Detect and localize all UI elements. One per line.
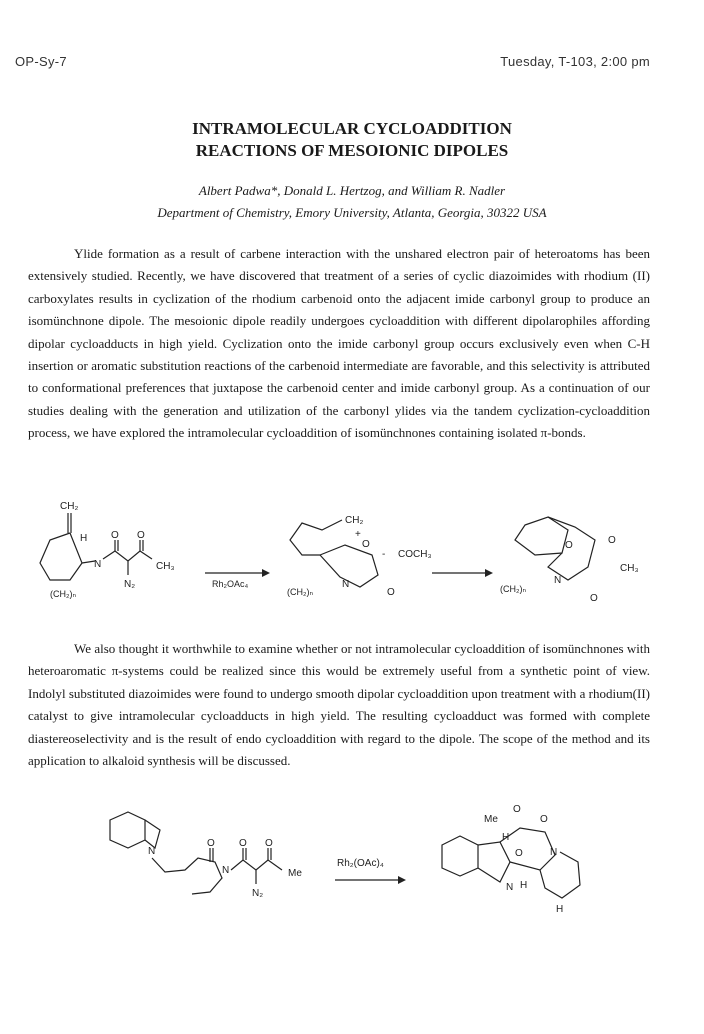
label-n5: N: [148, 846, 156, 857]
label-ch2: CH₂: [60, 501, 79, 512]
label-n8: N: [506, 882, 514, 893]
paper-title: [0, 118, 704, 162]
label-n6: N: [222, 865, 230, 876]
paragraph-2-text: We also thought it worthwhile to examine whether or not intramolecular cycloaddition of isomünchnones with heteroaromatic π-systems could be realized since this would be extremely useful from a synthetic point of view. Indolyl substituted diazoimides were found to undergo smooth dipolar cycloaddition upon treatment with a rhodium(II) catalyst to give intramolecular cycloadducts in high yield. The resulting cycloadduct was formed with complete diastereoselectivity and is the result of endo cycloaddition with regard to the dipole. The scope of the method and its application to alkaloid synthesis will be discussed.: [28, 641, 650, 769]
label-o13: O: [540, 814, 548, 825]
label-n4: N: [554, 575, 562, 586]
scheme1-product: [500, 517, 639, 604]
label-n7: N: [550, 847, 558, 858]
label-o8: O: [207, 838, 215, 849]
label-o9: O: [239, 838, 247, 849]
scheme1-arrow-2: [432, 569, 493, 577]
label-ch2n-1: (CH₂)ₙ: [50, 589, 77, 599]
scheme1-reactant: [40, 501, 175, 599]
abstract-paragraph-1: [28, 243, 650, 445]
label-h: H: [80, 533, 88, 544]
label-o3: O: [362, 539, 370, 550]
label-o1: O: [111, 530, 119, 541]
label-coch3: COCH₃: [398, 549, 432, 560]
label-h4: H: [556, 904, 564, 915]
author-list: Albert Padwa*, Donald L. Hertzog, and William R. Nadler: [198, 183, 506, 198]
scheme2-reactant: [110, 812, 302, 899]
session-code: OP-Sy-7: [15, 54, 67, 69]
label-n2-2: N₂: [252, 888, 264, 899]
label-h3: H: [520, 880, 528, 891]
label-o5: O: [565, 540, 573, 551]
label-ch2n-3: (CH₂)ₙ: [500, 584, 527, 594]
label-o7: O: [608, 535, 616, 546]
label-n1: N: [94, 559, 102, 570]
scheme2-product: [442, 804, 580, 915]
scheme1-arrow-1: [205, 569, 270, 589]
reaction-scheme-2: [0, 800, 704, 920]
label-ch2n-2: (CH₂)ₙ: [287, 587, 314, 597]
title-line-2: REACTIONS OF MESOIONIC DIPOLES: [195, 141, 509, 160]
label-o11: O: [515, 848, 523, 859]
scheme2-reagent: Rh₂(OAc)₄: [337, 858, 384, 869]
author-block: [0, 180, 704, 224]
label-ch3-1: CH₃: [156, 561, 175, 572]
scheme1-dipole-intermediate: [287, 515, 432, 598]
label-minus: -: [382, 549, 386, 560]
label-n3: N: [342, 579, 350, 590]
paragraph-1-text: Ylide formation as a result of carbene interaction with the unshared electron pair of heteroatoms has been extensively studied. Recently, we have discovered that treatment of a series of cyclic diazoimides with rhodium (II) carboxylates results in cyclization of the rhodium carbenoid onto the adjacent imide carbonyl group to produce an isomünchnone dipole. The mesoionic dipole readily undergoes cycloaddition with different dipolarophiles affording dipolar cycloadducts in high yield. Cyclization onto the imide carbonyl group occurs exclusively even when C-H insertion or aromatic substitution reactions of the carbenoid intermediate are favorable, and this selectivity is attributed to conformational preferences that juxtapose the carbenoid center and imide carbonyl group. As a continuation of our studies dealing with the generation and utilization of the carbonyl ylides via the tandem cyclization-cycloaddition process, we have explored the intramolecular cycloaddition of isomünchnones containing isolated π-bonds.: [28, 246, 650, 441]
label-me2: Me: [484, 814, 498, 825]
label-ch3-2: CH₃: [620, 563, 639, 574]
title-line-1: INTRAMOLECULAR CYCLOADDITION: [192, 119, 512, 138]
scheme1-reagent: Rh₂OAc₄: [212, 579, 249, 589]
scheme2-arrow: [335, 858, 406, 884]
abstract-paragraph-2: [28, 638, 650, 772]
session-schedule: Tuesday, T-103, 2:00 pm: [500, 54, 650, 69]
label-o12: O: [513, 804, 521, 815]
label-o10: O: [265, 838, 273, 849]
reaction-scheme-1: [0, 495, 704, 615]
label-o4: O: [387, 587, 395, 598]
label-o6: O: [590, 593, 598, 604]
label-ch2-2: CH₂: [345, 515, 364, 526]
label-me: Me: [288, 868, 302, 879]
affiliation: Department of Chemistry, Emory University, Atlanta, Georgia, 30322 USA: [157, 205, 547, 220]
label-o2: O: [137, 530, 145, 541]
label-h2: H: [502, 832, 510, 843]
label-plus: +: [355, 529, 361, 540]
label-n2: N₂: [124, 579, 136, 590]
